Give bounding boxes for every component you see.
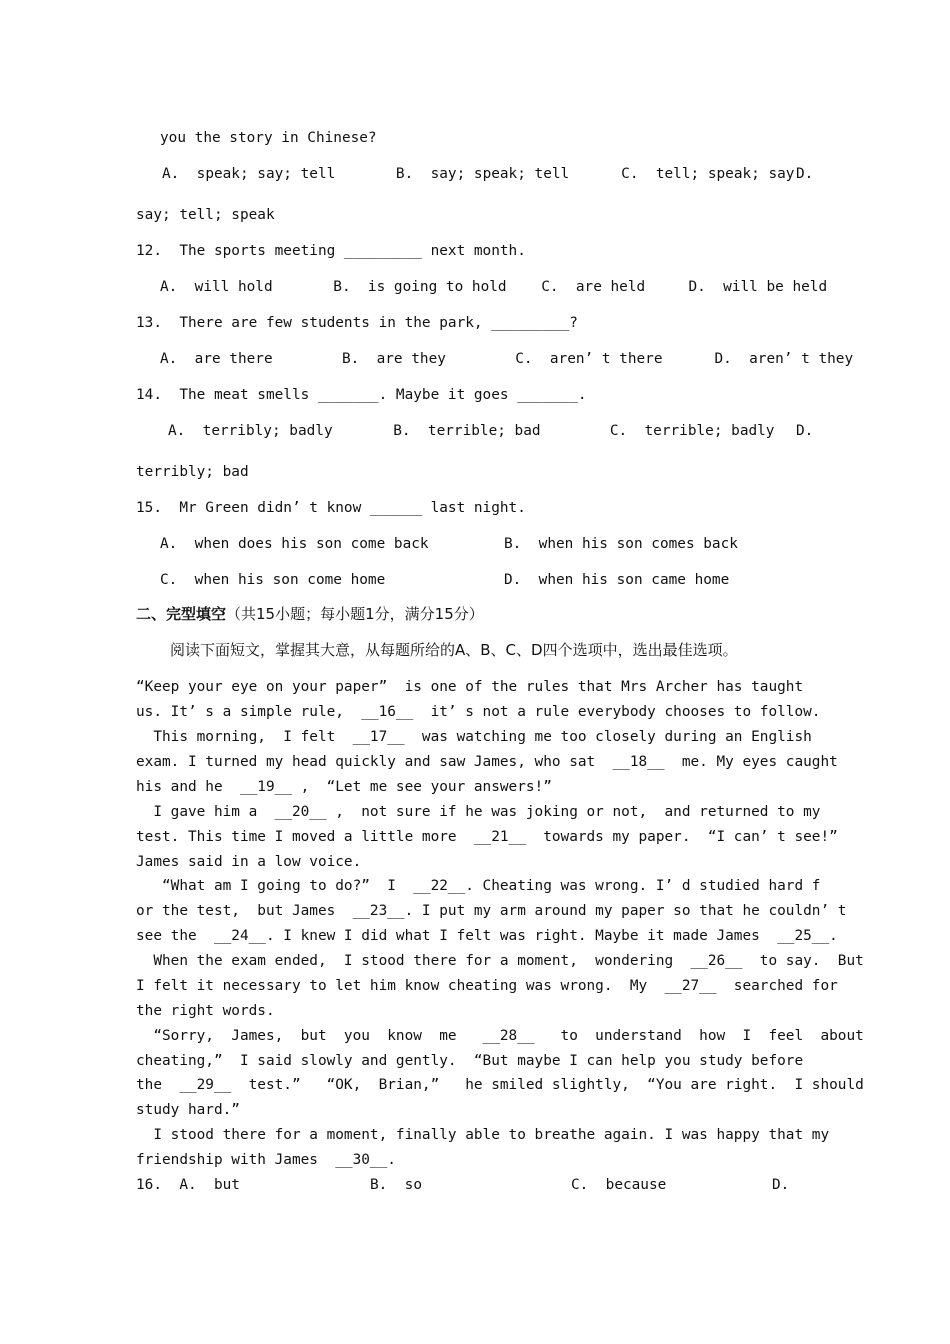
q16-option-d: D. [772, 1177, 790, 1193]
section-heading-note: （共15小题；每小题1分，满分15分） [226, 605, 484, 623]
passage-line: test. This time I moved a little more __21__ towards my paper. “I can’ t see!” [136, 829, 838, 845]
passage-line: or the test, but James __23__. I put my arm around my paper so that he couldn’ t [136, 903, 847, 919]
passage-line: friendship with James __30__. [136, 1152, 396, 1168]
passage-line: “Sorry, James, but you know me __28__ to understand how I feel about [136, 1028, 864, 1044]
passage-line: study hard.” [136, 1102, 240, 1118]
q15-option-c: C. when his son come home [160, 572, 386, 588]
q11-option-d-label: D. [796, 166, 814, 182]
q11-option-d-text: say; tell; speak [136, 207, 275, 223]
passage-line: I gave him a __20__ , not sure if he was joking or not, and returned to my [136, 804, 821, 820]
q11-options: A. speak; say; tell B. say; speak; tell C. tell; speak; say [162, 166, 795, 182]
q13-options: A. are there B. are they C. aren’ t there D. aren’ t they [160, 351, 854, 367]
section-instruction: 阅读下面短文，掌握其大意，从每题所给的A、B、C、D四个选项中，选出最佳选项。 [170, 641, 738, 659]
passage-line: When the exam ended, I stood there for a moment, wondering __26__ to say. But [136, 953, 864, 969]
passage-line: I felt it necessary to let him know cheating was wrong. My __27__ searched for [136, 978, 838, 994]
passage-line: the right words. [136, 1003, 275, 1019]
q14-stem: 14. The meat smells _______. Maybe it goes _______. [136, 387, 587, 403]
section-heading-title: 二、完型填空 [136, 605, 227, 623]
q13-stem: 13. There are few students in the park, _________? [136, 315, 578, 331]
q11-stem-end: you the story in Chinese? [160, 130, 377, 146]
passage-line: This morning, I felt __17__ was watching me too closely during an English [136, 729, 812, 745]
passage-line: “What am I going to do?” I __22__. Cheating was wrong. I’ d studied hard f [136, 878, 821, 894]
q16-option-c: C. because [571, 1177, 667, 1193]
passage-line: cheating,” I said slowly and gently. “But maybe I can help you study before [136, 1053, 804, 1069]
section-heading [136, 604, 484, 624]
passage-line: us. It’ s a simple rule, __16__ it’ s not a rule everybody chooses to follow. [136, 704, 821, 720]
passage-line: “Keep your eye on your paper” is one of the rules that Mrs Archer has taught [136, 679, 804, 695]
passage-line: I stood there for a moment, finally able to breathe again. I was happy that my [136, 1127, 830, 1143]
q15-option-d: D. when his son came home [504, 572, 730, 588]
q14-options: A. terribly; badly B. terrible; bad C. terrible; badly [168, 423, 775, 439]
q14-option-d-text: terribly; bad [136, 464, 249, 480]
q16-option-a: 16. A. but [136, 1177, 240, 1193]
passage-line: the __29__ test.” “OK, Brian,” he smiled slightly, “You are right. I should [136, 1077, 864, 1093]
q15-stem: 15. Mr Green didn’ t know ______ last night. [136, 500, 526, 516]
q12-options: A. will hold B. is going to hold C. are held D. will be held [160, 279, 828, 295]
passage-line: see the __24__. I knew I did what I felt was right. Maybe it made James __25__. [136, 928, 838, 944]
q15-option-a: A. when does his son come back [160, 536, 429, 552]
q15-option-b: B. when his son comes back [504, 536, 738, 552]
q14-option-d-label: D. [796, 423, 814, 439]
q16-option-b: B. so [370, 1177, 422, 1193]
passage-line: exam. I turned my head quickly and saw James, who sat __18__ me. My eyes caught [136, 754, 838, 770]
passage-line: his and he __19__ , “Let me see your answers!” [136, 779, 552, 795]
q12-stem: 12. The sports meeting _________ next month. [136, 243, 526, 259]
passage-line: James said in a low voice. [136, 854, 362, 870]
